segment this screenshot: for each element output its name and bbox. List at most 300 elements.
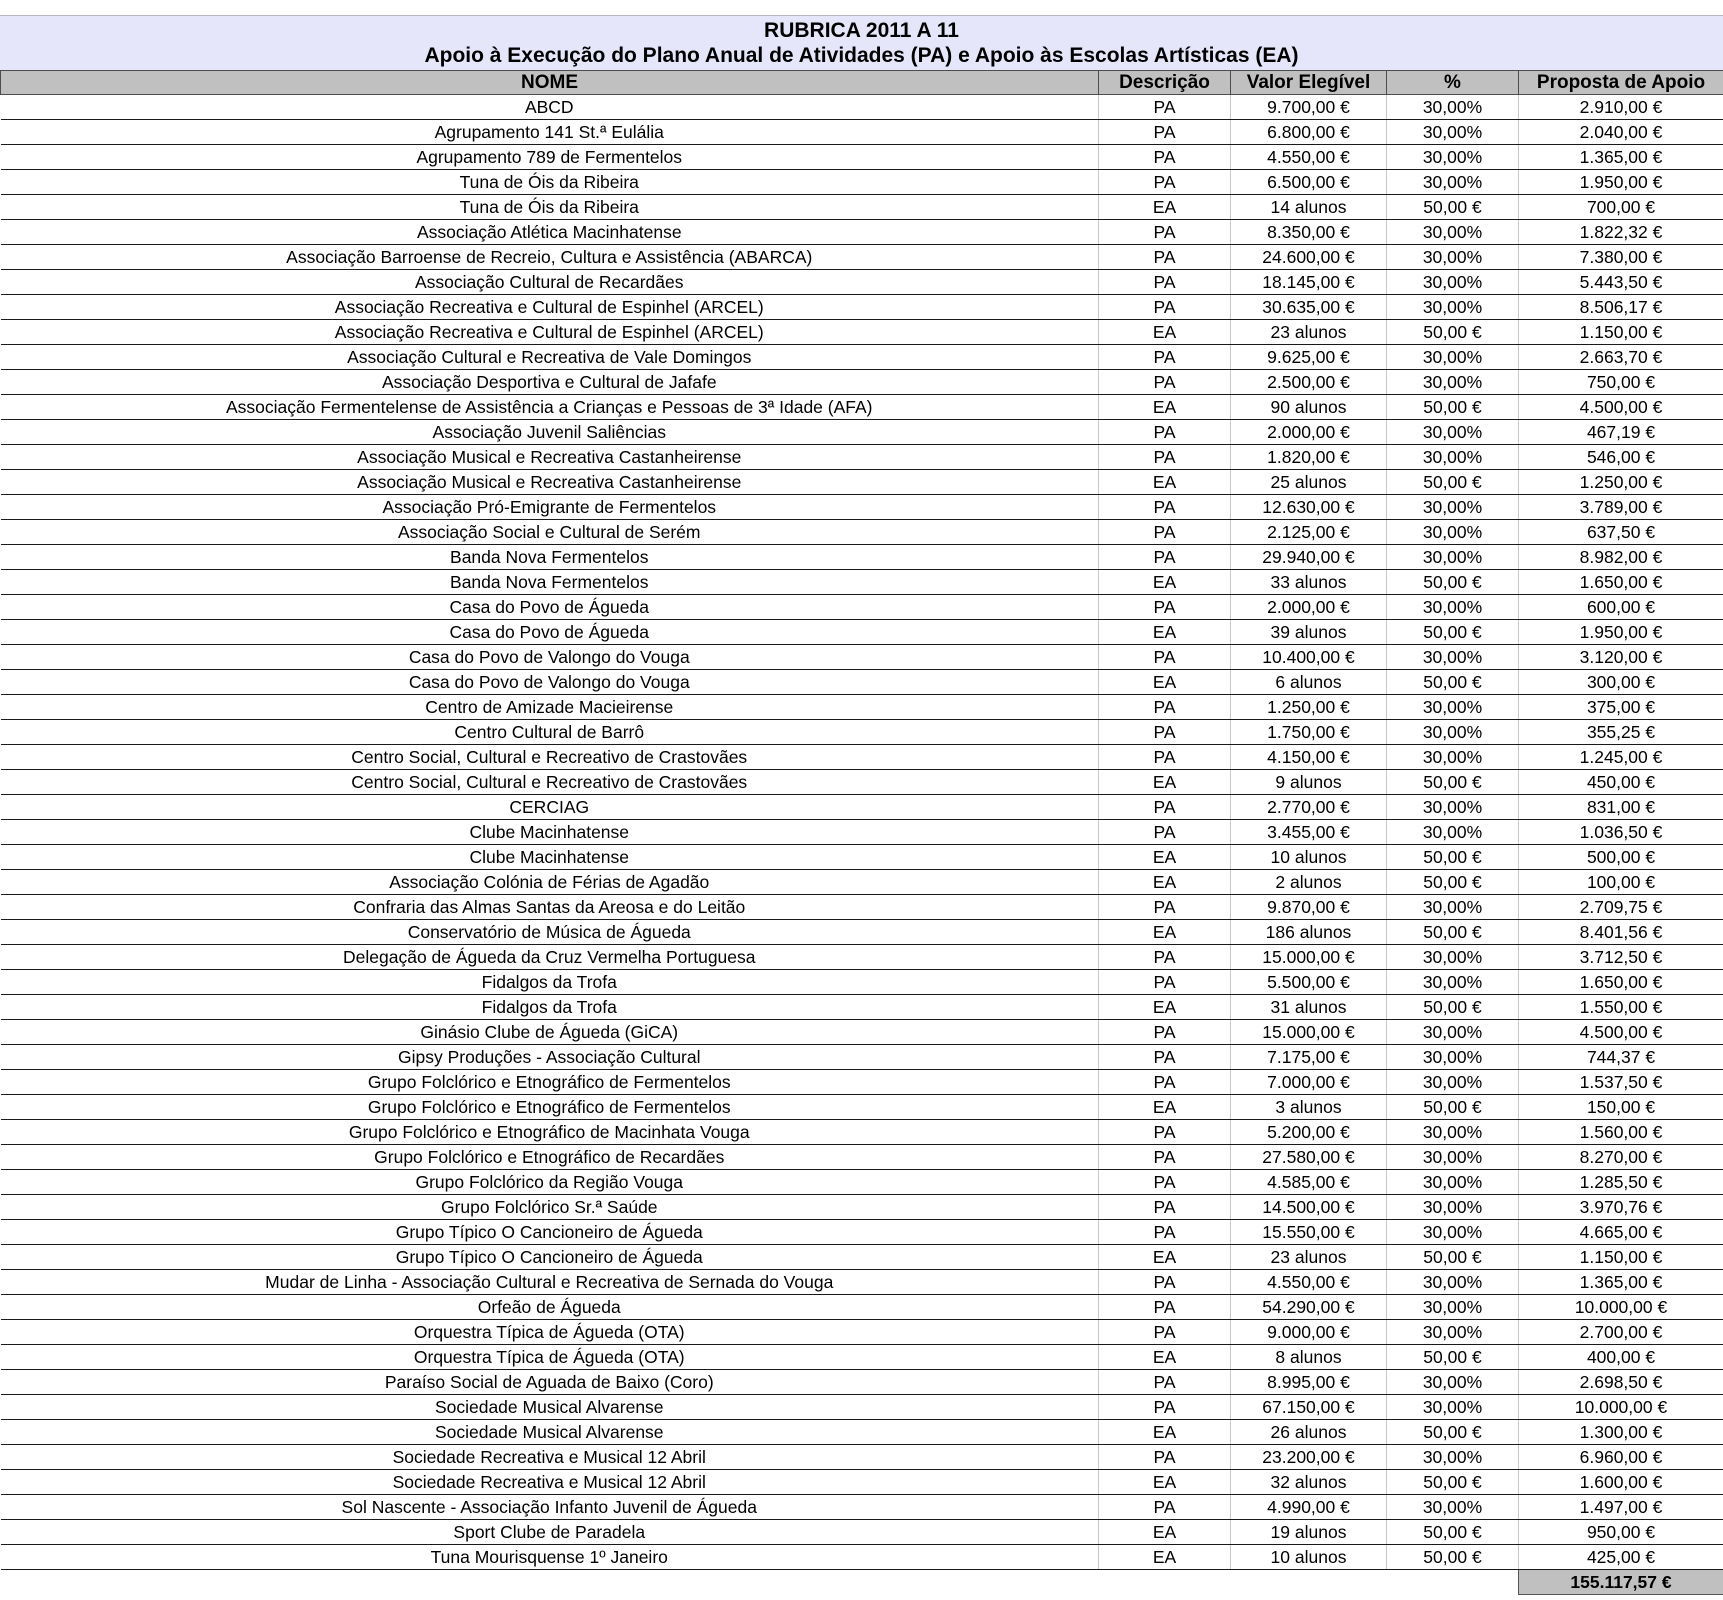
cell-nome: Grupo Típico O Cancioneiro de Águeda: [1, 1220, 1099, 1245]
cell-nome: Centro Social, Cultural e Recreativo de Crastovães: [1, 745, 1099, 770]
cell-proposta: 8.270,00 €: [1519, 1145, 1723, 1170]
cell-valor-elegivel: 5.200,00 €: [1231, 1120, 1387, 1145]
column-header-valor-elegivel: Valor Elegível: [1231, 71, 1387, 95]
cell-percent: 50,00 €: [1387, 920, 1519, 945]
cell-percent: 30,00%: [1387, 245, 1519, 270]
cell-descricao: PA: [1099, 370, 1231, 395]
cell-proposta: 950,00 €: [1519, 1520, 1723, 1545]
cell-percent: 30,00%: [1387, 295, 1519, 320]
table-row: [1, 1320, 1723, 1345]
cell-nome: Casa do Povo de Valongo do Vouga: [1, 670, 1099, 695]
cell-percent: 30,00%: [1387, 145, 1519, 170]
cell-descricao: EA: [1099, 770, 1231, 795]
cell-valor-elegivel: 32 alunos: [1231, 1470, 1387, 1495]
cell-proposta: 1.300,00 €: [1519, 1420, 1723, 1445]
cell-descricao: EA: [1099, 395, 1231, 420]
table-row: [1, 245, 1723, 270]
table-row: [1, 295, 1723, 320]
cell-nome: Sociedade Recreativa e Musical 12 Abril: [1, 1445, 1099, 1470]
cell-descricao: PA: [1099, 720, 1231, 745]
table-row: [1, 745, 1723, 770]
cell-valor-elegivel: 10 alunos: [1231, 845, 1387, 870]
cell-proposta: 8.401,56 €: [1519, 920, 1723, 945]
cell-descricao: PA: [1099, 895, 1231, 920]
cell-nome: Casa do Povo de Águeda: [1, 595, 1099, 620]
cell-descricao: EA: [1099, 1345, 1231, 1370]
cell-percent: 50,00 €: [1387, 1420, 1519, 1445]
cell-proposta: 1.822,32 €: [1519, 220, 1723, 245]
cell-proposta: 1.285,50 €: [1519, 1170, 1723, 1195]
cell-descricao: PA: [1099, 545, 1231, 570]
cell-descricao: PA: [1099, 695, 1231, 720]
cell-proposta: 546,00 €: [1519, 445, 1723, 470]
cell-descricao: PA: [1099, 820, 1231, 845]
cell-descricao: PA: [1099, 1145, 1231, 1170]
cell-valor-elegivel: 33 alunos: [1231, 570, 1387, 595]
total-spacer: [1, 1570, 1099, 1595]
cell-descricao: PA: [1099, 1445, 1231, 1470]
cell-descricao: EA: [1099, 870, 1231, 895]
cell-valor-elegivel: 1.820,00 €: [1231, 445, 1387, 470]
total-row: [1, 1570, 1723, 1595]
column-header-descricao: Descrição: [1099, 71, 1231, 95]
cell-valor-elegivel: 4.150,00 €: [1231, 745, 1387, 770]
cell-proposta: 831,00 €: [1519, 795, 1723, 820]
cell-proposta: 2.698,50 €: [1519, 1370, 1723, 1395]
cell-proposta: 1.650,00 €: [1519, 570, 1723, 595]
cell-percent: 30,00%: [1387, 95, 1519, 120]
cell-nome: Grupo Típico O Cancioneiro de Águeda: [1, 1245, 1099, 1270]
cell-proposta: 1.650,00 €: [1519, 970, 1723, 995]
cell-descricao: EA: [1099, 1420, 1231, 1445]
table-row: [1, 370, 1723, 395]
cell-nome: Sociedade Recreativa e Musical 12 Abril: [1, 1470, 1099, 1495]
cell-valor-elegivel: 24.600,00 €: [1231, 245, 1387, 270]
cell-nome: Centro de Amizade Macieirense: [1, 695, 1099, 720]
cell-descricao: EA: [1099, 195, 1231, 220]
spreadsheet: [0, 15, 1723, 1595]
cell-descricao: PA: [1099, 270, 1231, 295]
cell-nome: Grupo Folclórico e Etnográfico de Fermentelos: [1, 1070, 1099, 1095]
cell-percent: 30,00%: [1387, 745, 1519, 770]
cell-nome: Associação Barroense de Recreio, Cultura e Assistência (ABARCA): [1, 245, 1099, 270]
cell-proposta: 1.950,00 €: [1519, 620, 1723, 645]
column-header-proposta: Proposta de Apoio: [1519, 71, 1723, 95]
cell-percent: 50,00 €: [1387, 1345, 1519, 1370]
cell-descricao: EA: [1099, 1095, 1231, 1120]
cell-percent: 30,00%: [1387, 120, 1519, 145]
cell-nome: Orfeão de Águeda: [1, 1295, 1099, 1320]
cell-proposta: 1.365,00 €: [1519, 1270, 1723, 1295]
cell-descricao: EA: [1099, 995, 1231, 1020]
cell-proposta: 1.245,00 €: [1519, 745, 1723, 770]
cell-proposta: 10.000,00 €: [1519, 1395, 1723, 1420]
cell-percent: 50,00 €: [1387, 395, 1519, 420]
cell-nome: Sociedade Musical Alvarense: [1, 1395, 1099, 1420]
table-row: [1, 1520, 1723, 1545]
cell-nome: Clube Macinhatense: [1, 820, 1099, 845]
table-row: [1, 1070, 1723, 1095]
cell-valor-elegivel: 4.550,00 €: [1231, 145, 1387, 170]
cell-descricao: PA: [1099, 145, 1231, 170]
cell-proposta: 2.709,75 €: [1519, 895, 1723, 920]
cell-valor-elegivel: 4.550,00 €: [1231, 1270, 1387, 1295]
cell-descricao: PA: [1099, 1395, 1231, 1420]
table-row: [1, 1145, 1723, 1170]
table-row: [1, 445, 1723, 470]
cell-percent: 30,00%: [1387, 895, 1519, 920]
cell-valor-elegivel: 67.150,00 €: [1231, 1395, 1387, 1420]
cell-valor-elegivel: 3.455,00 €: [1231, 820, 1387, 845]
cell-descricao: PA: [1099, 970, 1231, 995]
total-value: 155.117,57 €: [1519, 1570, 1723, 1595]
cell-valor-elegivel: 8 alunos: [1231, 1345, 1387, 1370]
table-row: [1, 1545, 1723, 1570]
cell-descricao: PA: [1099, 1020, 1231, 1045]
cell-valor-elegivel: 2.000,00 €: [1231, 420, 1387, 445]
cell-valor-elegivel: 2.500,00 €: [1231, 370, 1387, 395]
cell-descricao: PA: [1099, 295, 1231, 320]
cell-valor-elegivel: 15.000,00 €: [1231, 1020, 1387, 1045]
cell-nome: Confraria das Almas Santas da Areosa e do Leitão: [1, 895, 1099, 920]
cell-nome: Tuna de Óis da Ribeira: [1, 195, 1099, 220]
cell-nome: Associação Musical e Recreativa Castanheirense: [1, 470, 1099, 495]
table-row: [1, 1495, 1723, 1520]
cell-proposta: 1.150,00 €: [1519, 1245, 1723, 1270]
cell-valor-elegivel: 2.125,00 €: [1231, 520, 1387, 545]
cell-valor-elegivel: 18.145,00 €: [1231, 270, 1387, 295]
cell-percent: 50,00 €: [1387, 1520, 1519, 1545]
cell-valor-elegivel: 2.770,00 €: [1231, 795, 1387, 820]
cell-proposta: 1.150,00 €: [1519, 320, 1723, 345]
table-row: [1, 820, 1723, 845]
cell-nome: Clube Macinhatense: [1, 845, 1099, 870]
cell-percent: 30,00%: [1387, 1495, 1519, 1520]
table-row: [1, 1170, 1723, 1195]
cell-proposta: 1.537,50 €: [1519, 1070, 1723, 1095]
cell-nome: Fidalgos da Trofa: [1, 995, 1099, 1020]
table-row: [1, 845, 1723, 870]
total-spacer: [1231, 1570, 1387, 1595]
cell-nome: Orquestra Típica de Águeda (OTA): [1, 1345, 1099, 1370]
cell-descricao: PA: [1099, 1295, 1231, 1320]
cell-proposta: 600,00 €: [1519, 595, 1723, 620]
cell-valor-elegivel: 90 alunos: [1231, 395, 1387, 420]
cell-percent: 50,00 €: [1387, 1245, 1519, 1270]
cell-valor-elegivel: 7.000,00 €: [1231, 1070, 1387, 1095]
page-subtitle: Apoio à Execução do Plano Anual de Atividades (PA) e Apoio às Escolas Artísticas (EA): [424, 44, 1299, 67]
cell-percent: 30,00%: [1387, 170, 1519, 195]
cell-proposta: 2.700,00 €: [1519, 1320, 1723, 1345]
cell-nome: Casa do Povo de Valongo do Vouga: [1, 645, 1099, 670]
cell-valor-elegivel: 9.700,00 €: [1231, 95, 1387, 120]
table-row: [1, 345, 1723, 370]
cell-valor-elegivel: 9 alunos: [1231, 770, 1387, 795]
cell-proposta: 300,00 €: [1519, 670, 1723, 695]
table-row: [1, 1395, 1723, 1420]
cell-descricao: PA: [1099, 1370, 1231, 1395]
table-row: [1, 720, 1723, 745]
page-title: RUBRICA 2011 A 11: [764, 19, 959, 42]
cell-descricao: PA: [1099, 345, 1231, 370]
cell-nome: Grupo Folclórico e Etnográfico de Fermentelos: [1, 1095, 1099, 1120]
cell-nome: Orquestra Típica de Águeda (OTA): [1, 1320, 1099, 1345]
cell-descricao: PA: [1099, 795, 1231, 820]
cell-proposta: 355,25 €: [1519, 720, 1723, 745]
cell-percent: 30,00%: [1387, 1295, 1519, 1320]
table-row: [1, 670, 1723, 695]
cell-nome: Associação Cultural e Recreativa de Vale Domingos: [1, 345, 1099, 370]
cell-nome: ABCD: [1, 95, 1099, 120]
cell-valor-elegivel: 30.635,00 €: [1231, 295, 1387, 320]
cell-descricao: EA: [1099, 620, 1231, 645]
cell-descricao: PA: [1099, 1170, 1231, 1195]
table-row: [1, 695, 1723, 720]
cell-valor-elegivel: 3 alunos: [1231, 1095, 1387, 1120]
cell-proposta: 5.443,50 €: [1519, 270, 1723, 295]
table-row: [1, 1245, 1723, 1270]
cell-nome: Agrupamento 789 de Fermentelos: [1, 145, 1099, 170]
column-header-percent: %: [1387, 71, 1519, 95]
cell-percent: 50,00 €: [1387, 195, 1519, 220]
cell-nome: Associação Recreativa e Cultural de Espinhel (ARCEL): [1, 320, 1099, 345]
cell-nome: Grupo Folclórico e Etnográfico de Macinhata Vouga: [1, 1120, 1099, 1145]
cell-proposta: 6.960,00 €: [1519, 1445, 1723, 1470]
cell-percent: 30,00%: [1387, 1195, 1519, 1220]
cell-descricao: EA: [1099, 320, 1231, 345]
table-row: [1, 120, 1723, 145]
cell-percent: 30,00%: [1387, 695, 1519, 720]
cell-valor-elegivel: 27.580,00 €: [1231, 1145, 1387, 1170]
cell-percent: 30,00%: [1387, 595, 1519, 620]
cell-percent: 50,00 €: [1387, 570, 1519, 595]
cell-valor-elegivel: 2.000,00 €: [1231, 595, 1387, 620]
cell-percent: 30,00%: [1387, 720, 1519, 745]
table-row: [1, 570, 1723, 595]
cell-valor-elegivel: 9.870,00 €: [1231, 895, 1387, 920]
cell-descricao: PA: [1099, 1120, 1231, 1145]
cell-proposta: 1.036,50 €: [1519, 820, 1723, 845]
cell-descricao: PA: [1099, 595, 1231, 620]
table-row: [1, 170, 1723, 195]
cell-descricao: PA: [1099, 945, 1231, 970]
cell-proposta: 8.982,00 €: [1519, 545, 1723, 570]
cell-nome: Associação Social e Cultural de Serém: [1, 520, 1099, 545]
cell-nome: Grupo Folclórico Sr.ª Saúde: [1, 1195, 1099, 1220]
cell-proposta: 1.560,00 €: [1519, 1120, 1723, 1145]
cell-percent: 30,00%: [1387, 1120, 1519, 1145]
cell-valor-elegivel: 1.750,00 €: [1231, 720, 1387, 745]
table-row: [1, 470, 1723, 495]
table-row: [1, 1295, 1723, 1320]
cell-proposta: 467,19 €: [1519, 420, 1723, 445]
cell-proposta: 4.500,00 €: [1519, 395, 1723, 420]
table-row: [1, 420, 1723, 445]
cell-descricao: PA: [1099, 520, 1231, 545]
cell-percent: 30,00%: [1387, 345, 1519, 370]
cell-proposta: 375,00 €: [1519, 695, 1723, 720]
cell-percent: 50,00 €: [1387, 1470, 1519, 1495]
cell-nome: CERCIAG: [1, 795, 1099, 820]
cell-proposta: 10.000,00 €: [1519, 1295, 1723, 1320]
table-row: [1, 645, 1723, 670]
cell-percent: 30,00%: [1387, 970, 1519, 995]
cell-proposta: 1.950,00 €: [1519, 170, 1723, 195]
cell-proposta: 8.506,17 €: [1519, 295, 1723, 320]
table-row: [1, 595, 1723, 620]
table-row: [1, 770, 1723, 795]
cell-valor-elegivel: 26 alunos: [1231, 1420, 1387, 1445]
cell-valor-elegivel: 4.585,00 €: [1231, 1170, 1387, 1195]
cell-percent: 30,00%: [1387, 370, 1519, 395]
cell-nome: Banda Nova Fermentelos: [1, 570, 1099, 595]
cell-valor-elegivel: 4.990,00 €: [1231, 1495, 1387, 1520]
cell-valor-elegivel: 39 alunos: [1231, 620, 1387, 645]
table-row: [1, 1095, 1723, 1120]
table-row: [1, 945, 1723, 970]
table-row: [1, 195, 1723, 220]
cell-percent: 30,00%: [1387, 445, 1519, 470]
table-row: [1, 1420, 1723, 1445]
header-row: [1, 71, 1723, 95]
cell-proposta: 3.712,50 €: [1519, 945, 1723, 970]
cell-valor-elegivel: 186 alunos: [1231, 920, 1387, 945]
cell-nome: Associação Recreativa e Cultural de Espinhel (ARCEL): [1, 295, 1099, 320]
cell-nome: Casa do Povo de Águeda: [1, 620, 1099, 645]
cell-nome: Associação Musical e Recreativa Castanheirense: [1, 445, 1099, 470]
cell-descricao: PA: [1099, 645, 1231, 670]
cell-proposta: 2.663,70 €: [1519, 345, 1723, 370]
cell-nome: Sol Nascente - Associação Infanto Juvenil de Águeda: [1, 1495, 1099, 1520]
cell-nome: Gipsy Produções - Associação Cultural: [1, 1045, 1099, 1070]
cell-descricao: PA: [1099, 1495, 1231, 1520]
cell-percent: 30,00%: [1387, 270, 1519, 295]
cell-descricao: PA: [1099, 220, 1231, 245]
cell-nome: Banda Nova Fermentelos: [1, 545, 1099, 570]
table-row: [1, 1470, 1723, 1495]
cell-percent: 30,00%: [1387, 645, 1519, 670]
cell-valor-elegivel: 8.995,00 €: [1231, 1370, 1387, 1395]
cell-proposta: 2.040,00 €: [1519, 120, 1723, 145]
table-row: [1, 995, 1723, 1020]
cell-valor-elegivel: 23 alunos: [1231, 1245, 1387, 1270]
cell-descricao: PA: [1099, 1045, 1231, 1070]
cell-descricao: EA: [1099, 570, 1231, 595]
cell-proposta: 450,00 €: [1519, 770, 1723, 795]
cell-nome: Mudar de Linha - Associação Cultural e Recreativa de Sernada do Vouga: [1, 1270, 1099, 1295]
cell-nome: Associação Juvenil Saliências: [1, 420, 1099, 445]
cell-percent: 30,00%: [1387, 1070, 1519, 1095]
cell-proposta: 4.500,00 €: [1519, 1020, 1723, 1045]
cell-nome: Tuna Mourisquense 1º Janeiro: [1, 1545, 1099, 1570]
cell-valor-elegivel: 15.550,00 €: [1231, 1220, 1387, 1245]
cell-descricao: EA: [1099, 470, 1231, 495]
cell-nome: Agrupamento 141 St.ª Eulália: [1, 120, 1099, 145]
cell-descricao: PA: [1099, 1195, 1231, 1220]
cell-proposta: 4.665,00 €: [1519, 1220, 1723, 1245]
cell-valor-elegivel: 14.500,00 €: [1231, 1195, 1387, 1220]
cell-descricao: PA: [1099, 1320, 1231, 1345]
table-row: [1, 1045, 1723, 1070]
cell-proposta: 744,37 €: [1519, 1045, 1723, 1070]
cell-nome: Associação Pró-Emigrante de Fermentelos: [1, 495, 1099, 520]
cell-percent: 30,00%: [1387, 820, 1519, 845]
cell-descricao: PA: [1099, 120, 1231, 145]
cell-descricao: EA: [1099, 845, 1231, 870]
cell-nome: Delegação de Águeda da Cruz Vermelha Portuguesa: [1, 945, 1099, 970]
cell-proposta: 3.120,00 €: [1519, 645, 1723, 670]
cell-descricao: EA: [1099, 670, 1231, 695]
cell-nome: Grupo Folclórico da Região Vouga: [1, 1170, 1099, 1195]
cell-proposta: 1.600,00 €: [1519, 1470, 1723, 1495]
table-row: [1, 620, 1723, 645]
cell-nome: Associação Colónia de Férias de Agadão: [1, 870, 1099, 895]
cell-proposta: 150,00 €: [1519, 1095, 1723, 1120]
cell-proposta: 2.910,00 €: [1519, 95, 1723, 120]
cell-valor-elegivel: 9.625,00 €: [1231, 345, 1387, 370]
table-row: [1, 895, 1723, 920]
cell-valor-elegivel: 10 alunos: [1231, 1545, 1387, 1570]
cell-descricao: EA: [1099, 1545, 1231, 1570]
cell-percent: 30,00%: [1387, 945, 1519, 970]
cell-descricao: PA: [1099, 1270, 1231, 1295]
cell-valor-elegivel: 23 alunos: [1231, 320, 1387, 345]
cell-descricao: PA: [1099, 245, 1231, 270]
table-row: [1, 1020, 1723, 1045]
cell-percent: 30,00%: [1387, 1145, 1519, 1170]
cell-nome: Associação Atlética Macinhatense: [1, 220, 1099, 245]
support-table: [0, 70, 1723, 1595]
cell-proposta: 500,00 €: [1519, 845, 1723, 870]
table-row: [1, 970, 1723, 995]
cell-valor-elegivel: 29.940,00 €: [1231, 545, 1387, 570]
cell-nome: Conservatório de Música de Águeda: [1, 920, 1099, 945]
cell-percent: 30,00%: [1387, 1395, 1519, 1420]
table-row: [1, 920, 1723, 945]
cell-proposta: 1.550,00 €: [1519, 995, 1723, 1020]
cell-descricao: PA: [1099, 1070, 1231, 1095]
cell-descricao: PA: [1099, 745, 1231, 770]
cell-percent: 30,00%: [1387, 1320, 1519, 1345]
cell-percent: 30,00%: [1387, 520, 1519, 545]
cell-percent: 30,00%: [1387, 1220, 1519, 1245]
cell-proposta: 750,00 €: [1519, 370, 1723, 395]
cell-percent: 30,00%: [1387, 795, 1519, 820]
cell-percent: 30,00%: [1387, 420, 1519, 445]
cell-percent: 50,00 €: [1387, 1095, 1519, 1120]
cell-descricao: PA: [1099, 445, 1231, 470]
cell-valor-elegivel: 6.500,00 €: [1231, 170, 1387, 195]
cell-descricao: PA: [1099, 1220, 1231, 1245]
cell-descricao: EA: [1099, 920, 1231, 945]
table-row: [1, 1195, 1723, 1220]
cell-proposta: 3.970,76 €: [1519, 1195, 1723, 1220]
cell-nome: Associação Fermentelense de Assistência a Crianças e Pessoas de 3ª Idade (AFA): [1, 395, 1099, 420]
cell-nome: Sport Clube de Paradela: [1, 1520, 1099, 1545]
table-row: [1, 1120, 1723, 1145]
cell-percent: 30,00%: [1387, 1045, 1519, 1070]
cell-nome: Tuna de Óis da Ribeira: [1, 170, 1099, 195]
cell-percent: 30,00%: [1387, 1445, 1519, 1470]
cell-valor-elegivel: 14 alunos: [1231, 195, 1387, 220]
table-row: [1, 1220, 1723, 1245]
table-row: [1, 1370, 1723, 1395]
cell-percent: 30,00%: [1387, 1020, 1519, 1045]
cell-valor-elegivel: 7.175,00 €: [1231, 1045, 1387, 1070]
table-row: [1, 870, 1723, 895]
cell-nome: Grupo Folclórico e Etnográfico de Recardães: [1, 1145, 1099, 1170]
cell-percent: 50,00 €: [1387, 870, 1519, 895]
